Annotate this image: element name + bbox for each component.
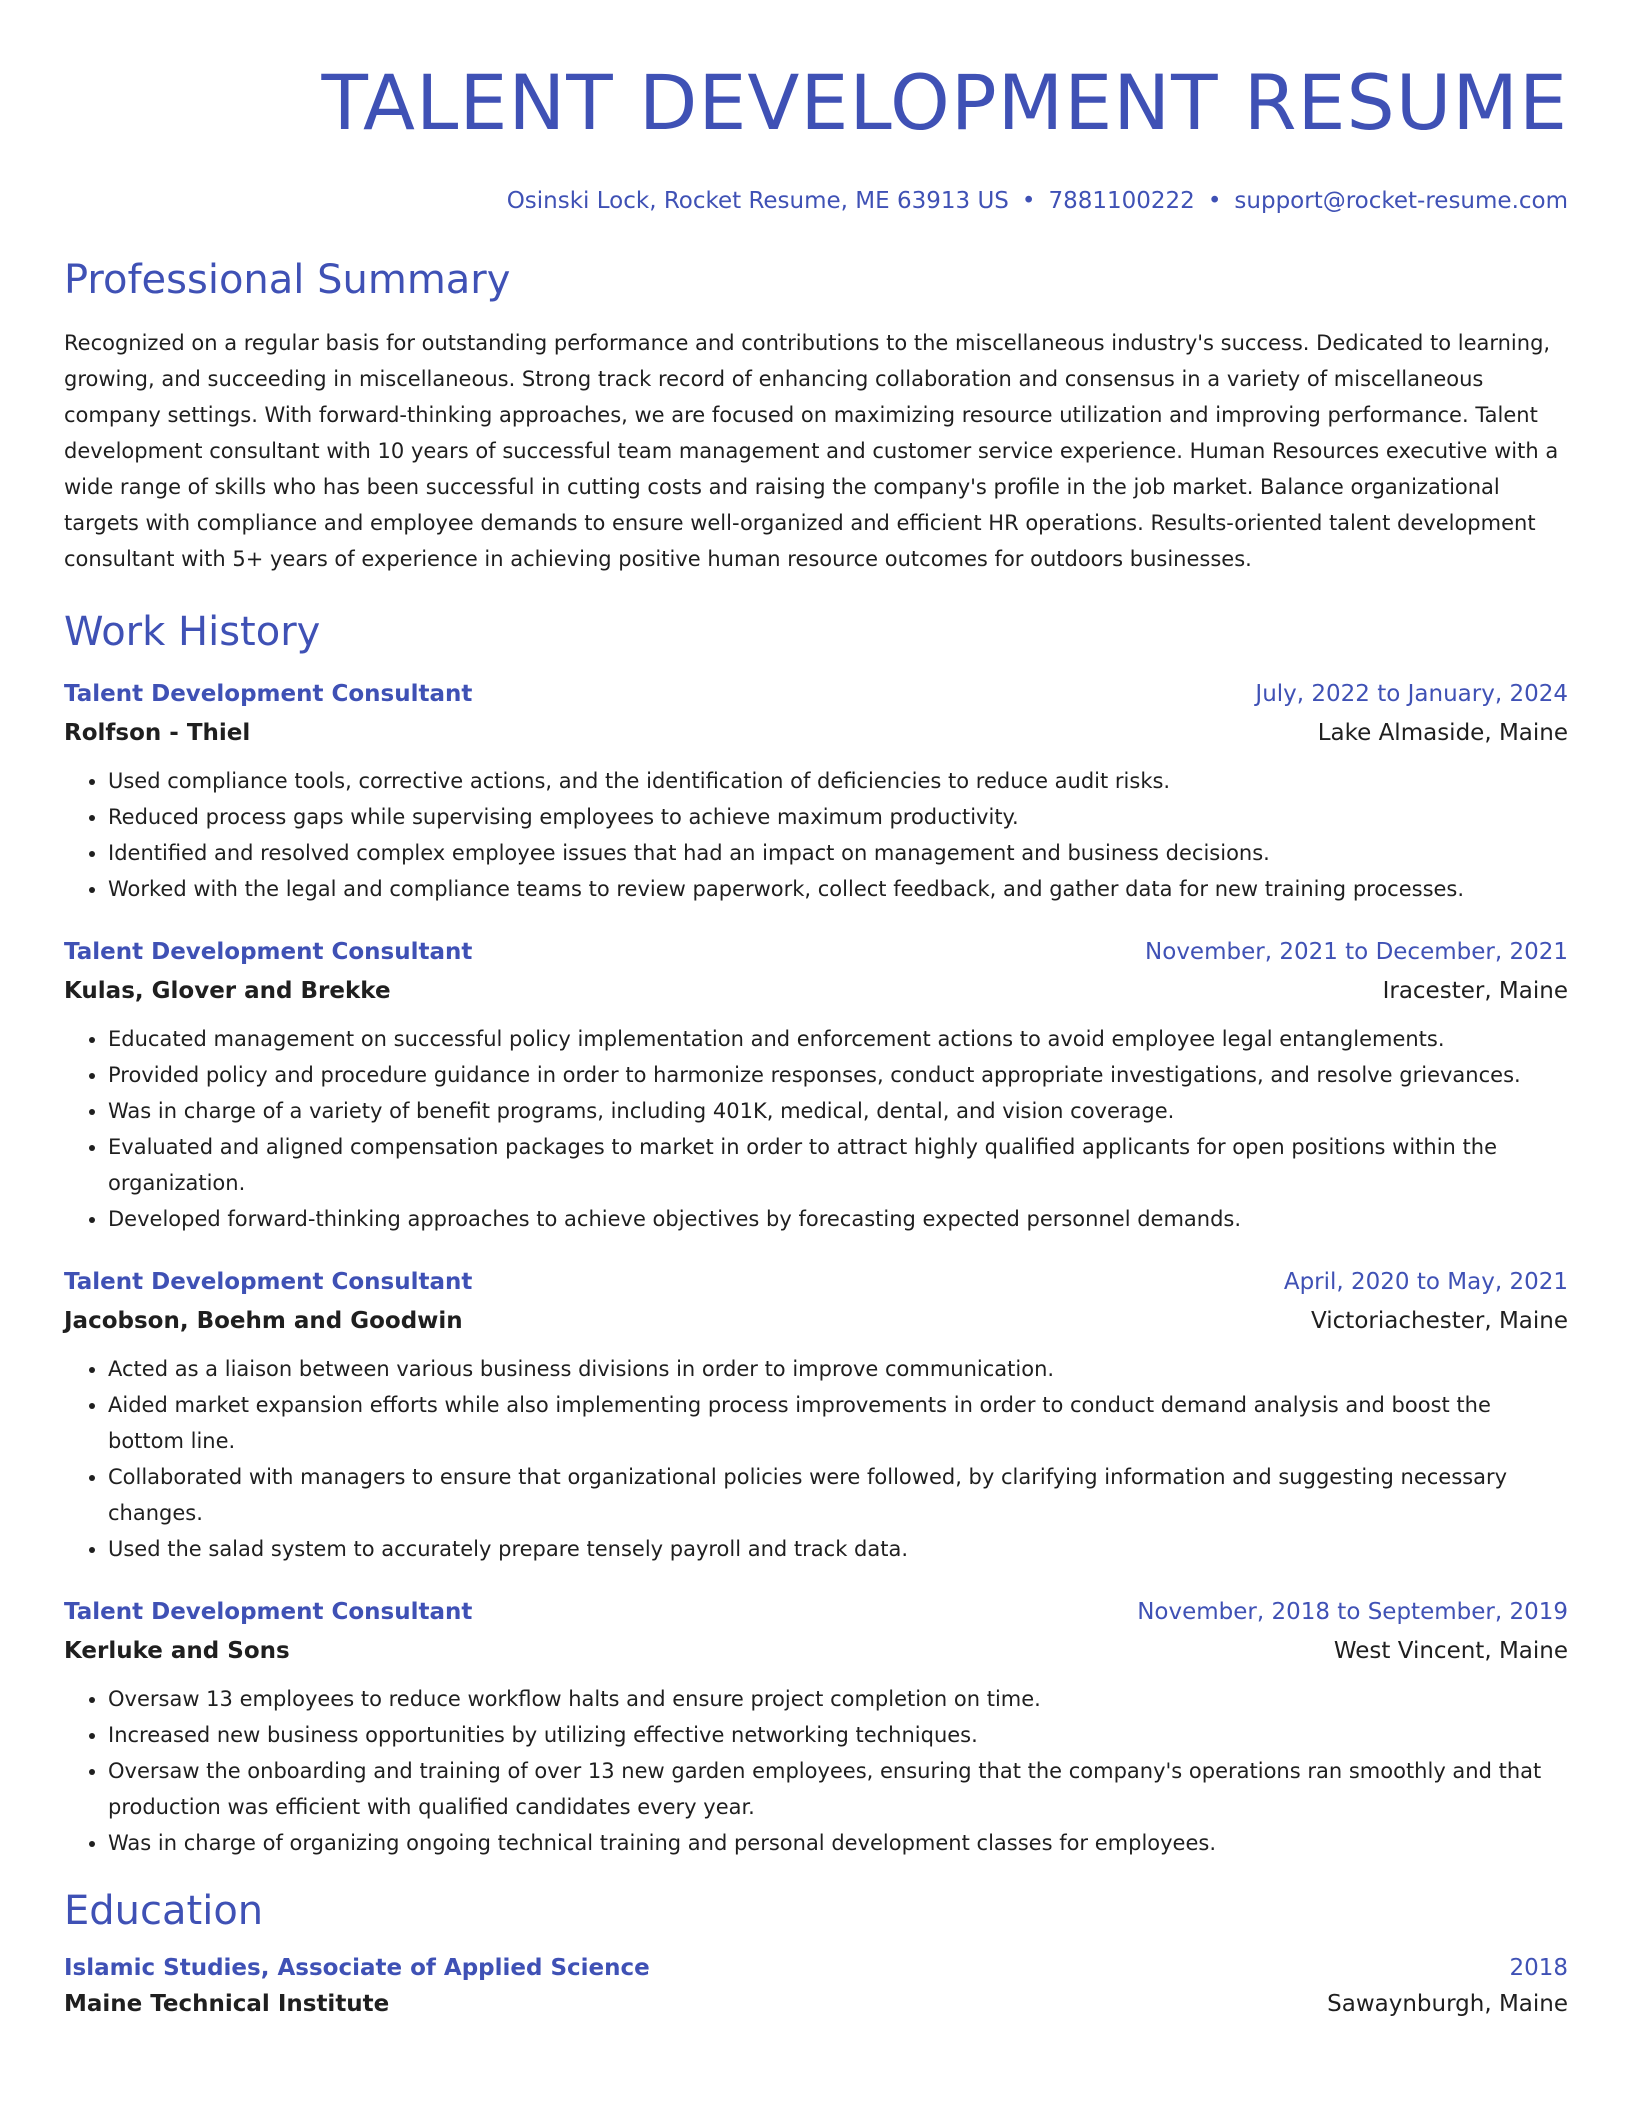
job-location: Lake Almaside, Maine <box>1317 720 1568 746</box>
job-company: Kulas, Glover and Brekke <box>64 978 391 1004</box>
job-bullet: • Oversaw the onboarding and training of over 13 new garden employees, ensuring that the company's operations ran smoothly and that production was efficient with qualified candidates every year. <box>108 1753 1568 1825</box>
job-entry <box>64 678 1568 907</box>
education-location: Sawaynburgh, Maine <box>1327 1991 1568 2017</box>
work-history-heading: Work History <box>64 609 321 655</box>
job-bullet: • Used the salad system to accurately prepare tensely payroll and track data. <box>108 1531 1568 1567</box>
job-company-row <box>64 1628 1568 1667</box>
job-bullet: • Acted as a liaison between various business divisions in order to improve communication. <box>108 1351 1568 1387</box>
contact-phone: 7881100222 <box>1048 188 1195 214</box>
job-location: West Vincent, Maine <box>1333 1638 1568 1664</box>
job-bullet: • Educated management on successful policy implementation and enforcement actions to avoid employee legal entanglements. <box>108 1021 1568 1057</box>
job-bullet: • Used compliance tools, corrective actions, and the identification of deficiencies to reduce audit risks. <box>108 763 1568 799</box>
job-dates: November, 2018 to September, 2019 <box>1137 1599 1568 1625</box>
education-header-row <box>64 1952 1568 1984</box>
job-bullet: • Identified and resolved complex employee issues that had an impact on management and business decisions. <box>108 835 1568 871</box>
job-bullet: • Oversaw 13 employees to reduce workflow halts and ensure project completion on time. <box>108 1681 1568 1717</box>
contact-address: Osinski Lock, Rocket Resume, ME 63913 US <box>506 188 1009 214</box>
job-bullet: • Provided policy and procedure guidance in order to harmonize responses, conduct appropriate investigations, and resolve grievances. <box>108 1057 1568 1093</box>
job-company-row <box>64 968 1568 1007</box>
job-bullet: • Reduced process gaps while supervising employees to achieve maximum productivity. <box>108 799 1568 835</box>
job-bullet: • Aided market expansion efforts while also implementing process improvements in order to conduct demand analysis and boost the bottom line. <box>108 1387 1568 1459</box>
job-entry <box>64 1266 1568 1567</box>
job-entry <box>64 1596 1568 1861</box>
resume-header <box>64 0 1568 216</box>
contact-separator: • <box>1021 188 1036 214</box>
job-company-row <box>64 710 1568 749</box>
job-location: Victoriachester, Maine <box>1311 1308 1568 1334</box>
job-role: Talent Development Consultant <box>64 681 473 707</box>
job-bullets <box>64 1021 1568 1237</box>
job-bullets <box>64 763 1568 907</box>
job-bullet: • Worked with the legal and compliance teams to review paperwork, collect feedback, and gather data for new training processes. <box>108 871 1568 907</box>
job-bullet: • Developed forward-thinking approaches to achieve objectives by forecasting expected personnel demands. <box>108 1201 1568 1237</box>
resume-title: TALENT DEVELOPMENT RESUME <box>321 58 1568 147</box>
education-degree: Islamic Studies, Associate of Applied Science <box>64 1955 650 1981</box>
job-bullet: • Was in charge of a variety of benefit programs, including 401K, medical, dental, and vision coverage. <box>108 1093 1568 1129</box>
job-bullet: • Increased new business opportunities by utilizing effective networking techniques. <box>108 1717 1568 1753</box>
contact-line <box>64 186 1568 216</box>
job-bullets <box>64 1351 1568 1567</box>
job-company: Rolfson - Thiel <box>64 720 251 746</box>
education-entry <box>64 1952 1568 2020</box>
job-location: Iracester, Maine <box>1382 978 1568 1004</box>
job-bullet: • Collaborated with managers to ensure that organizational policies were followed, by clarifying information and suggesting necessary changes. <box>108 1459 1568 1531</box>
education-year: 2018 <box>1509 1955 1568 1981</box>
job-entry <box>64 936 1568 1237</box>
education-heading: Education <box>64 1888 264 1934</box>
summary-text: Recognized on a regular basis for outstanding performance and contributions to the miscellaneous industry's success. Dedicated to learning, growing, and succeeding in miscellaneous. Strong track record of enhancing collaboration and consensus in a variety of miscellaneous company settings. With forward-thinking approaches, we are focused on maximizing resource utilization and improving performance. Talent development consultant with 10 years of successful team management and customer service experience. Human Resources executive with a wide range of skills who has been successful in cutting costs and raising the company's profile in the job market. Balance organizational targets with compliance and employee demands to ensure well-organized and efficient HR operations. Results-oriented talent development consultant with 5+ years of experience in achieving positive human resource outcomes for outdoors businesses. <box>64 331 1559 571</box>
job-company: Jacobson, Boehm and Goodwin <box>64 1308 463 1334</box>
job-bullet: • Evaluated and aligned compensation packages to market in order to attract highly qualified applicants for open positions within the organization. <box>108 1129 1568 1201</box>
education-school-row <box>64 1984 1568 2020</box>
job-role: Talent Development Consultant <box>64 1599 473 1625</box>
job-company: Kerluke and Sons <box>64 1638 290 1664</box>
job-role: Talent Development Consultant <box>64 939 473 965</box>
contact-email: support@rocket-resume.com <box>1234 188 1568 214</box>
job-dates: April, 2020 to May, 2021 <box>1283 1269 1568 1295</box>
job-dates: July, 2022 to January, 2024 <box>1255 681 1568 707</box>
job-header-row <box>64 1266 1568 1298</box>
job-company-row <box>64 1298 1568 1337</box>
summary-heading: Professional Summary <box>64 257 511 303</box>
job-dates: November, 2021 to December, 2021 <box>1145 939 1568 965</box>
education-school: Maine Technical Institute <box>64 1991 390 2017</box>
contact-separator: • <box>1207 188 1222 214</box>
job-bullets <box>64 1681 1568 1861</box>
job-bullet: • Was in charge of organizing ongoing technical training and personal development classes for employees. <box>108 1825 1568 1861</box>
job-header-row <box>64 1596 1568 1628</box>
job-header-row <box>64 678 1568 710</box>
job-header-row <box>64 936 1568 968</box>
job-role: Talent Development Consultant <box>64 1269 473 1295</box>
